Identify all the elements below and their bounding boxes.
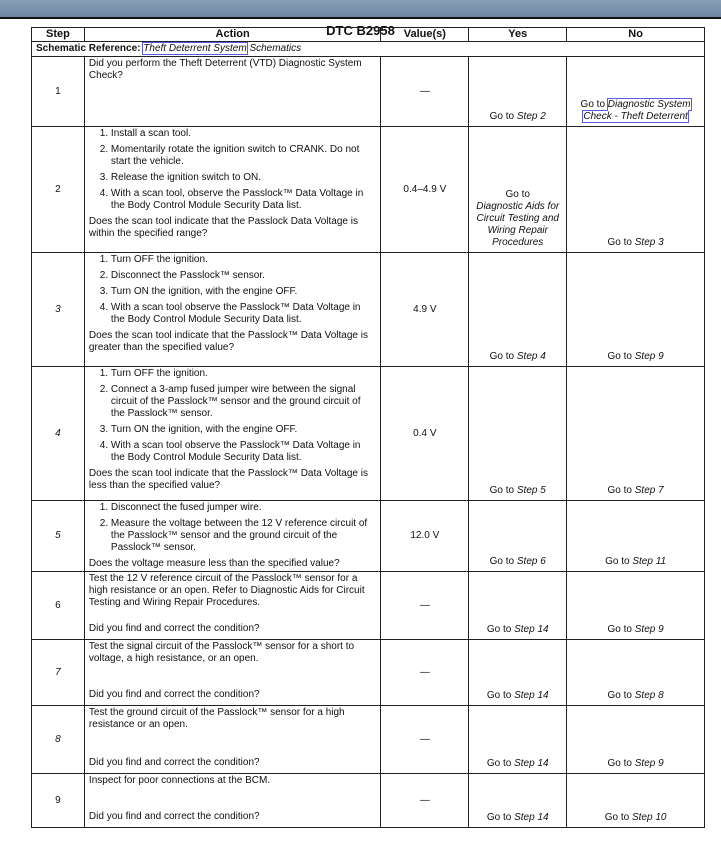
table-row [32, 253, 705, 367]
action-question: Did you find and correct the condition? [88, 623, 260, 634]
no-prefix: Go to [605, 556, 630, 567]
no-link[interactable]: Step 8 [634, 690, 664, 701]
step-number: 7 [32, 640, 85, 706]
yes-cell [469, 572, 567, 640]
table-row [32, 572, 705, 640]
schematic-suffix: Schematics [249, 43, 302, 54]
yes-cell [469, 57, 567, 127]
yes-prefix: Go to [486, 624, 512, 635]
yes-prefix: Go to [489, 485, 515, 496]
step-number: 3 [32, 253, 85, 367]
diagnostic-table [31, 27, 705, 828]
action-question: Did you perform the Theft Deterrent (VTD) Diagnostic System Check? [88, 58, 362, 81]
table-row [32, 640, 705, 706]
no-cell [567, 501, 705, 572]
page-title: DTC B2958 [326, 23, 395, 38]
value-cell: 4.9 V [381, 253, 469, 367]
header-values: Value(s) [381, 28, 469, 42]
yes-link[interactable]: Step 14 [514, 758, 549, 769]
value-cell: — [381, 640, 469, 706]
no-link[interactable]: Step 10 [631, 812, 667, 823]
action-question: Does the scan tool indicate that the Passlock™ Data Voltage is greater than the specified value? [88, 330, 368, 353]
header-action: Action [84, 28, 380, 42]
action-cell [84, 572, 380, 640]
table-row [32, 57, 705, 127]
action-steps [89, 502, 376, 554]
window-header-bar [0, 0, 721, 19]
yes-link[interactable]: Step 6 [516, 556, 546, 567]
action-step: 3. Release the ignition switch to ON. [111, 172, 376, 184]
yes-prefix: Go to [489, 556, 515, 567]
table-row [32, 706, 705, 774]
schematic-reference-row [32, 42, 705, 57]
no-prefix: Go to [607, 351, 632, 362]
action-text: Inspect for poor connections at the BCM. [88, 775, 271, 786]
yes-link[interactable]: Step 2 [516, 111, 546, 122]
yes-cell [469, 253, 567, 367]
no-cell [567, 367, 705, 501]
yes-cell [469, 706, 567, 774]
action-step: 2. Measure the voltage between the 12 V reference circuit of the Passlock™ sensor and the ground circuit of the Passlock™ sensor. [111, 518, 376, 554]
yes-link[interactable]: Step 5 [516, 485, 546, 496]
no-prefix: Go to [607, 624, 632, 635]
no-cell [567, 127, 705, 253]
action-cell [84, 57, 380, 127]
action-step: 2. Connect a 3-amp fused jumper wire between the signal circuit of the Passlock™ sensor and the ground circuit of the Passlock™ sensor. [111, 384, 376, 420]
value-cell: 0.4 V [381, 367, 469, 501]
no-link[interactable]: Step 9 [634, 758, 664, 769]
yes-cell [469, 367, 567, 501]
action-step: 2. Momentarily rotate the ignition switch to CRANK. Do not start the vehicle. [111, 144, 376, 168]
no-cell [567, 57, 705, 127]
theft-deterrent-system-link[interactable]: Theft Deterrent System [143, 43, 247, 54]
no-link[interactable]: Diagnostic System Check - Theft Deterrent [583, 99, 691, 122]
action-step: 3. Turn ON the ignition, with the engine OFF. [111, 424, 376, 436]
action-cell [84, 367, 380, 501]
step-number: 2 [32, 127, 85, 253]
action-step: 1. Turn OFF the ignition. [111, 368, 376, 380]
no-cell [567, 774, 705, 828]
action-step: 1. Turn OFF the ignition. [111, 254, 376, 266]
no-link[interactable]: Step 9 [634, 624, 664, 635]
table-row [32, 367, 705, 501]
action-cell [84, 501, 380, 572]
yes-prefix: Go to [486, 812, 512, 823]
action-step: 1. Install a scan tool. [111, 128, 376, 140]
no-link[interactable]: Step 3 [634, 237, 664, 248]
yes-prefix: Go to [486, 690, 512, 701]
step-number: 1 [32, 57, 85, 127]
no-link[interactable]: Step 7 [634, 485, 664, 496]
action-cell [84, 253, 380, 367]
no-prefix: Go to [607, 237, 632, 248]
table-header-row [32, 28, 705, 42]
no-link[interactable]: Step 11 [632, 556, 667, 567]
action-step: 1. Disconnect the fused jumper wire. [111, 502, 376, 514]
table-row [32, 501, 705, 572]
action-text: Test the 12 V reference circuit of the Passlock™ sensor for a high resistance or an open. Refer to Diagnostic Aids for Circuit Testing and Wiring Repair Procedures. [88, 573, 365, 608]
value-cell: 0.4–4.9 V [381, 127, 469, 253]
action-step: 4. With a scan tool observe the Passlock™ Data Voltage in the Body Control Module Security Data list. [111, 440, 376, 464]
action-steps [89, 128, 376, 212]
no-prefix: Go to [607, 690, 632, 701]
action-question: Does the scan tool indicate that the Passlock Data Voltage is within the specified range? [88, 216, 358, 239]
step-number: 5 [32, 501, 85, 572]
yes-cell [469, 501, 567, 572]
yes-cell [469, 774, 567, 828]
no-prefix: Go to [604, 812, 630, 823]
yes-prefix: Go to [486, 758, 512, 769]
header-yes: Yes [469, 28, 567, 42]
action-question: Does the voltage measure less than the specified value? [88, 558, 340, 569]
schematic-label: Schematic Reference: [36, 43, 141, 54]
header-no: No [567, 28, 705, 42]
value-cell: — [381, 706, 469, 774]
yes-link[interactable]: Diagnostic Aids for Circuit Testing and Wiring Repair Procedures [476, 201, 560, 248]
action-question: Does the scan tool indicate that the Passlock™ Data Voltage is less than the specified value? [88, 468, 368, 491]
action-step: 2. Disconnect the Passlock™ sensor. [111, 270, 376, 282]
action-text: Test the ground circuit of the Passlock™ sensor for a high resistance or an open. [88, 707, 345, 730]
action-cell [84, 640, 380, 706]
yes-prefix: Go to [489, 351, 515, 362]
yes-cell [469, 127, 567, 253]
yes-prefix: Go to [505, 189, 530, 200]
step-number: 6 [32, 572, 85, 640]
action-question: Did you find and correct the condition? [88, 689, 260, 700]
action-cell [84, 127, 380, 253]
step-number: 8 [32, 706, 85, 774]
yes-link[interactable]: Step 4 [516, 351, 546, 362]
no-cell [567, 253, 705, 367]
yes-link[interactable]: Step 14 [514, 624, 549, 635]
value-cell: 12.0 V [381, 501, 469, 572]
no-cell [567, 572, 705, 640]
value-cell: — [381, 572, 469, 640]
table-row [32, 774, 705, 828]
yes-prefix: Go to [489, 111, 515, 122]
action-steps [89, 254, 376, 326]
step-number: 9 [32, 774, 85, 828]
no-cell [567, 706, 705, 774]
header-step: Step [32, 28, 85, 42]
yes-cell [469, 640, 567, 706]
action-step: 4. With a scan tool, observe the Passlock™ Data Voltage in the Body Control Module Security Data list. [111, 188, 376, 212]
step-number: 4 [32, 367, 85, 501]
no-prefix: Go to [607, 758, 632, 769]
yes-link[interactable]: Step 14 [514, 812, 549, 823]
yes-link[interactable]: Step 14 [514, 690, 549, 701]
action-cell [84, 774, 380, 828]
no-prefix: Go to [607, 485, 632, 496]
action-cell [84, 706, 380, 774]
action-question: Did you find and correct the condition? [88, 811, 260, 822]
action-step: 4. With a scan tool observe the Passlock™ Data Voltage in the Body Control Module Security Data list. [111, 302, 376, 326]
value-cell: — [381, 57, 469, 127]
action-step: 3. Turn ON the ignition, with the engine OFF. [111, 286, 376, 298]
action-steps [89, 368, 376, 464]
value-cell: — [381, 774, 469, 828]
no-link[interactable]: Step 9 [634, 351, 664, 362]
no-cell [567, 640, 705, 706]
action-question: Did you find and correct the condition? [88, 757, 260, 768]
no-prefix: Go to [580, 99, 606, 110]
table-row [32, 127, 705, 253]
action-text: Test the signal circuit of the Passlock™ sensor for a short to voltage, a high resistance, or an open. [88, 641, 355, 664]
